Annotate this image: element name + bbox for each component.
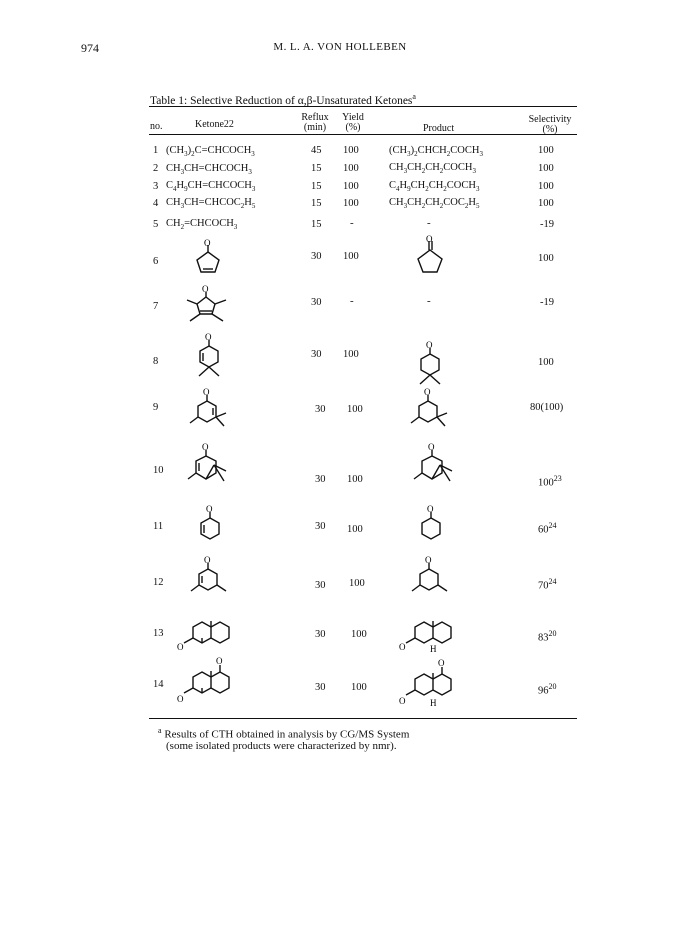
product-structure-cyclopentanone (416, 234, 446, 276)
row-number: 14 (153, 679, 164, 690)
oxygen-label: O (424, 387, 431, 397)
table-top-rule (149, 106, 577, 107)
row-number: 7 (153, 301, 159, 312)
yield-value: 100 (343, 349, 359, 360)
oxygen-label: O (216, 656, 223, 666)
reflux-time: 30 (315, 474, 326, 485)
ketone-structure-dimethylcyclohexenone (194, 331, 226, 383)
header-yield: Yield (%) (342, 112, 364, 133)
reflux-time: 45 (311, 145, 322, 156)
row-number: 11 (153, 521, 164, 532)
oxygen-label: O (426, 340, 433, 350)
selectivity-value: 100 (538, 253, 554, 264)
product-structure-cyclohexanone (417, 503, 447, 545)
ketone-structure-verbenone (186, 441, 236, 491)
oxygen-label: O (425, 555, 432, 565)
table-bottom-rule (149, 718, 577, 719)
table-caption: Table 1: Selective Reduction of α,β-Unsaturated Ketones$^a$ (150, 92, 416, 107)
yield-value: - (350, 295, 354, 307)
ketone-structure-wieland-miescher (176, 652, 236, 714)
product-structure-trimethylcyclohexanone (409, 386, 455, 432)
reflux-time: 15 (311, 219, 322, 230)
oxygen-label: O (428, 442, 435, 452)
ketone-formula: $(CH_3)_2C=CHCOCH_3$ (166, 145, 255, 159)
reflux-time: 30 (315, 682, 326, 693)
header-ketone: Ketone22 (195, 119, 234, 130)
header-selectivity: Selectivity (%) (528, 114, 572, 135)
row-number: 1 (153, 145, 159, 156)
oxygen-label: O (177, 642, 184, 652)
oxygen-label: O (427, 504, 434, 514)
selectivity-value: $70^{24}$ (538, 577, 557, 592)
product-structure-dimethylcyclohexanone-2 (410, 554, 454, 600)
row-number: 10 (153, 465, 164, 476)
selectivity-value: $100^{23}$ (538, 474, 562, 489)
row-number: 13 (153, 628, 164, 639)
product-structure-saturated-dione (398, 654, 458, 716)
product-formula: $CH_3CH_2CH_2COC_2H_5$ (389, 197, 480, 211)
ketone-structure-dimethylcyclohexenone-2 (189, 554, 233, 600)
header-product: Product (423, 123, 455, 134)
yield-value: 100 (343, 198, 359, 209)
ketone-structure-isophorone (188, 386, 234, 432)
yield-value: 100 (343, 181, 359, 192)
oxygen-label: O (399, 696, 406, 706)
reflux-time: 15 (311, 198, 322, 209)
yield-value: 100 (351, 682, 367, 693)
selectivity-value: $60^{24}$ (538, 521, 557, 536)
selectivity-value: 100 (538, 357, 554, 368)
oxygen-label: O (202, 442, 209, 452)
oxygen-label: O (204, 238, 211, 248)
footnote-line-2: (some isolated products were characterized by nmr). (166, 740, 397, 752)
selectivity-value: 100 (538, 198, 554, 209)
ketone-formula: $CH_2=CHCOCH_3$ (166, 218, 238, 232)
yield-value: 100 (349, 578, 365, 589)
row-number: 4 (153, 198, 159, 209)
oxygen-label: O (202, 284, 209, 294)
header-no: no. (150, 121, 163, 132)
row-number: 3 (153, 181, 159, 192)
selectivity-value: $83^{20}$ (538, 629, 557, 644)
reflux-time: 15 (311, 181, 322, 192)
oxygen-label: O (206, 504, 213, 514)
oxygen-label: O (399, 642, 406, 652)
selectivity-value: -19 (540, 219, 554, 230)
selectivity-value: 80(100) (530, 402, 564, 413)
selectivity-value: 100 (538, 163, 554, 174)
header-rule (149, 134, 577, 135)
selectivity-value: 100 (538, 181, 554, 192)
row-number: 9 (153, 402, 159, 413)
reflux-time: 30 (311, 349, 322, 360)
product-formula: $(CH_3)_2CHCH_2COCH_3$ (389, 145, 483, 159)
oxygen-label: O (177, 694, 184, 704)
header-reflux: Reflux (min) (301, 112, 329, 133)
yield-value: 100 (347, 474, 363, 485)
product-dash: - (427, 217, 431, 229)
yield-value: - (350, 217, 354, 229)
row-number: 5 (153, 219, 159, 230)
reflux-time: 30 (311, 251, 322, 262)
hydrogen-label: H (430, 644, 437, 654)
ketone-structure-cyclohexenone (196, 503, 226, 545)
yield-value: 100 (343, 163, 359, 174)
oxygen-label: O (438, 658, 445, 668)
product-structure-dimethylcyclohexanone (415, 339, 447, 391)
reflux-time: 30 (311, 297, 322, 308)
reflux-time: 30 (315, 580, 326, 591)
oxygen-label: O (204, 555, 211, 565)
caption-note-marker: a (412, 92, 416, 101)
selectivity-value: -19 (540, 297, 554, 308)
product-formula: $C_4H_9CH_2CH_2COCH_3$ (389, 180, 480, 194)
ketone-structure-tetramethylcyclopentenone (184, 283, 230, 325)
row-number: 6 (153, 256, 159, 267)
ketone-structure-cyclopentenone (194, 238, 224, 278)
yield-value: 100 (343, 251, 359, 262)
yield-value: 100 (347, 524, 363, 535)
header-ketone-ref: 22 (223, 119, 234, 130)
reflux-time: 30 (315, 629, 326, 640)
reflux-time: 15 (311, 163, 322, 174)
oxygen-label: O (205, 332, 212, 342)
footnote-line-1: $^a$ Results of CTH obtained in analysis by CG/MS System (158, 726, 410, 741)
ketone-formula: $CH_3CH=CHCOC_2H_5$ (166, 197, 256, 211)
row-number: 12 (153, 577, 164, 588)
page-number: 974 (81, 41, 99, 55)
yield-value: 100 (347, 404, 363, 415)
ketone-structure-octalone (176, 610, 236, 656)
product-structure-verbanone (412, 441, 462, 493)
running-head: M. L. A. VON HOLLEBEN (273, 41, 407, 53)
row-number: 2 (153, 163, 159, 174)
hydrogen-label: H (430, 698, 437, 708)
reflux-time: 30 (315, 521, 326, 532)
oxygen-label: O (426, 234, 433, 244)
ketone-formula: $C_4H_9CH=CHCOCH_3$ (166, 180, 256, 194)
selectivity-value: $96^{20}$ (538, 682, 557, 697)
row-number: 8 (153, 356, 159, 367)
yield-value: 100 (343, 145, 359, 156)
product-dash: - (427, 295, 431, 307)
oxygen-label: O (203, 387, 210, 397)
selectivity-value: 100 (538, 145, 554, 156)
yield-value: 100 (351, 629, 367, 640)
reflux-time: 30 (315, 404, 326, 415)
product-formula: $CH_3CH_2CH_2COCH_3$ (389, 162, 476, 176)
ketone-formula: $CH_3CH=CHCOCH_3$ (166, 163, 252, 177)
